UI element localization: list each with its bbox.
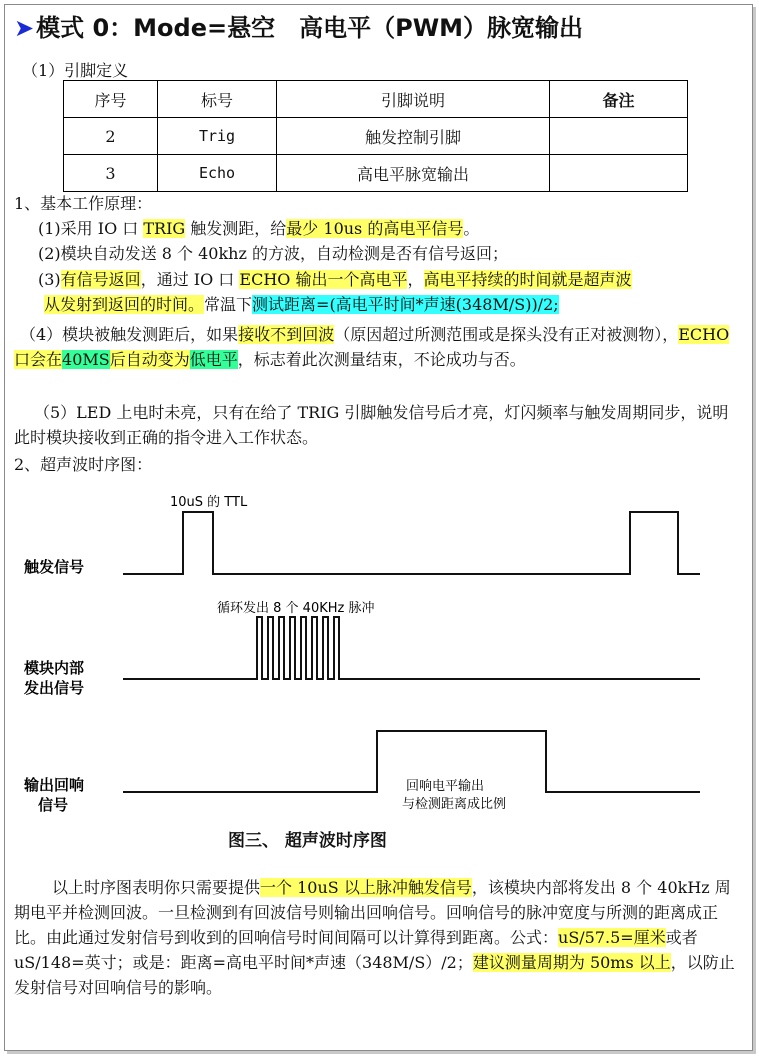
table-header: 引脚说明 <box>277 81 550 118</box>
text-run: ，该模块内部将发出 8 个 40kHz 周期电平并检测回波。一旦检测到有回波信号则输出回响信号。回响信号的脉冲宽度与所测的距离成正比。由此通过发射信号到收到的回响信号时间间隔可以计算得到距离。公式： <box>14 878 731 947</box>
page-title-text: 模式 0：Mode=悬空 高电平（PWM）脉宽输出 <box>36 14 584 42</box>
text-run: (1)采用 IO 口 <box>38 219 144 238</box>
trigger-waveform <box>123 512 700 574</box>
module-signal-label-2: 发出信号 <box>24 679 85 697</box>
table-cell: 高电平脉宽输出 <box>277 155 550 192</box>
table-header: 标号 <box>158 81 277 118</box>
text-run: （原因超过所测范围或是探头没有正对被测物）， <box>334 325 679 344</box>
principle-item-2: (2)模块自动发送 8 个 40khz 的方波，自动检测是否有信号返回； <box>38 244 508 263</box>
table-header: 备注 <box>550 81 688 118</box>
summary-paragraph <box>14 875 742 1000</box>
trigger-note: 10uS 的 TTL <box>170 495 248 510</box>
highlight: 后自动变为 <box>109 350 190 369</box>
module-signal-label-1: 模块内部 <box>24 659 85 677</box>
table-cell: 2 <box>64 118 158 155</box>
highlight: 40MS <box>62 350 110 369</box>
text-run: 以上时序图表明你只需要提供 <box>52 878 261 897</box>
highlight: 测试距离=(高电平时间*声速(348M/S))/2; <box>252 295 559 314</box>
figure-caption: 图三、 超声波时序图 <box>228 831 387 851</box>
table-header: 序号 <box>64 81 158 118</box>
highlight: 建议测量周期为 50ms 以上 <box>472 953 671 972</box>
highlight: ECHO 口会在 <box>14 325 730 369</box>
highlight: ECHO 输出一个高电平 <box>239 270 408 289</box>
highlight: uS/57.5=厘米 <box>558 928 666 947</box>
highlight: TRIG <box>143 219 186 238</box>
text-run: （4）模块被触发测距后，如果 <box>20 325 239 344</box>
table-cell: Trig <box>158 118 277 155</box>
highlight: 低电平 <box>189 350 238 369</box>
highlight: 一个 10uS 以上脉冲触发信号 <box>260 878 472 897</box>
arrow-icon: ➤ <box>14 14 35 42</box>
text-run: ，以防止发射信号对回响信号的影响。 <box>14 953 735 997</box>
text-run: 或者 uS/148=英寸；或是：距离=高电平时间*声速（348M/S）/2； <box>14 928 698 972</box>
text-run: ， <box>407 270 424 289</box>
text-run: 常温下 <box>204 295 253 314</box>
table-cell: Echo <box>158 155 277 192</box>
text-run: 。 <box>463 219 480 238</box>
echo-note-2: 与检测距离成比例 <box>402 797 507 812</box>
echo-signal-label-1: 输出回响 <box>24 776 85 794</box>
text-run: ，标志着此次测量结束，不论成功与否。 <box>237 350 526 369</box>
trigger-signal-label: 触发信号 <box>24 558 85 576</box>
principle-heading: 1、基本工作原理： <box>14 194 153 213</box>
section-pin-definition: （1）引脚定义 <box>22 61 129 80</box>
timing-heading: 2、超声波时序图： <box>14 455 153 474</box>
text-run: 触发测距，给 <box>185 219 287 238</box>
table-cell: 触发控制引脚 <box>277 118 550 155</box>
highlight: 从发射到返回的时间。 <box>44 295 205 314</box>
highlight: 高电平持续的时间就是超声波 <box>423 270 632 289</box>
burst-waveform <box>123 617 700 679</box>
text-run: ，通过 IO 口 <box>140 270 240 289</box>
table-cell: 3 <box>64 155 158 192</box>
text-run: （5）LED 上电时未亮，只有在给了 TRIG 引脚触发信号后才亮，灯闪频率与触发周期同步，说明此时模块接收到正确的指令进入工作状态。 <box>14 403 729 447</box>
echo-note-1: 回响电平输出 <box>406 779 485 794</box>
text-run: (3) <box>38 270 61 289</box>
burst-note: 循环发出 8 个 40KHz 脉冲 <box>217 601 375 616</box>
echo-signal-label-2: 信号 <box>38 796 69 814</box>
highlight: 有信号返回 <box>60 270 141 289</box>
highlight: 接收不到回波 <box>238 325 335 344</box>
highlight: 最少 10us 的高电平信号 <box>286 219 464 238</box>
